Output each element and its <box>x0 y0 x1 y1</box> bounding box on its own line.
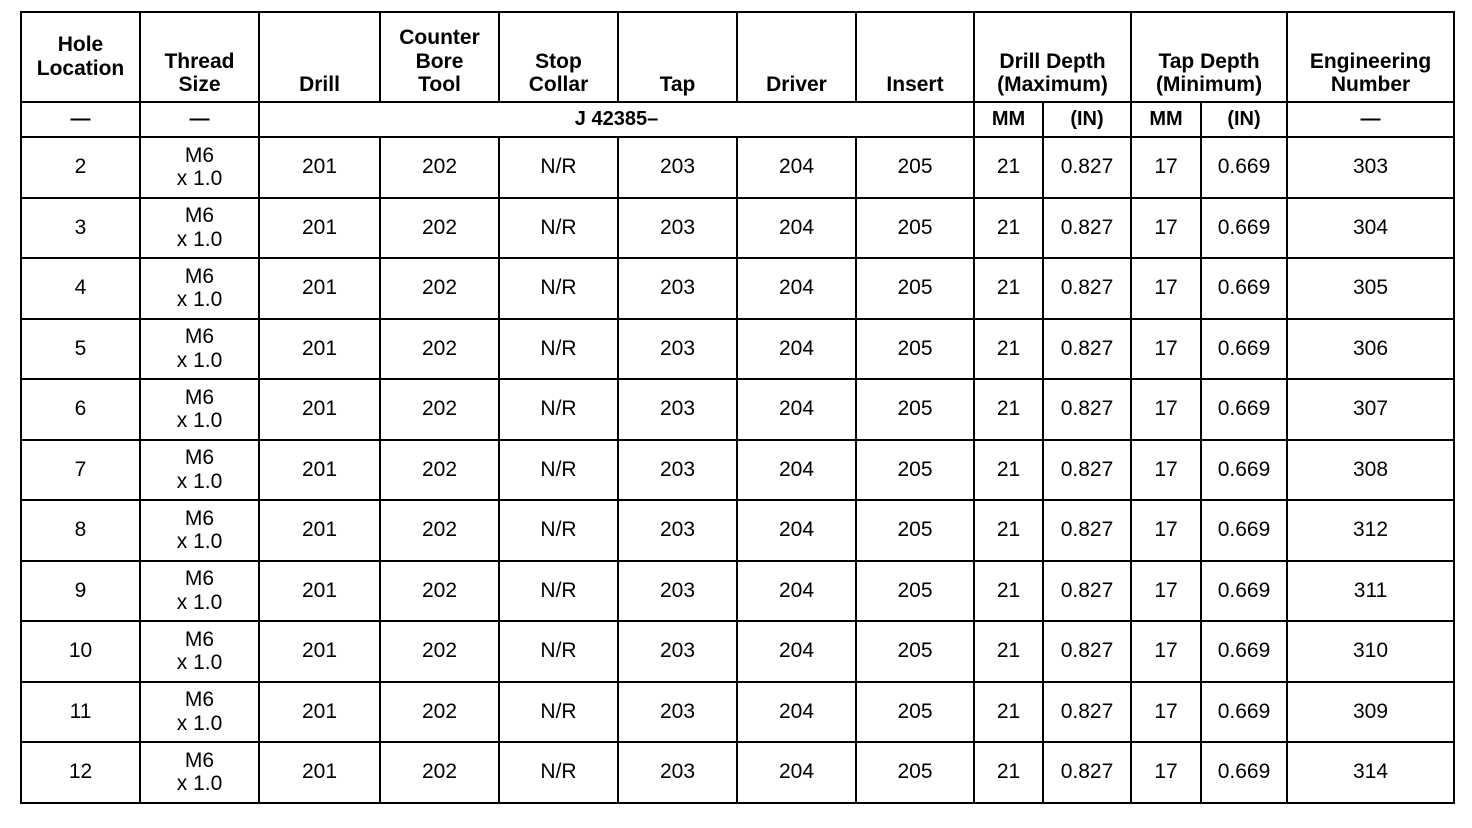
thread-size-metric: M6 <box>184 567 215 591</box>
cell-drill: 201 <box>259 319 380 380</box>
cell-thread-size <box>140 137 259 198</box>
cell-hole-location: 7 <box>21 440 140 501</box>
header-insert: Insert <box>856 12 974 102</box>
cell-tap-depth-in: 0.669 <box>1201 319 1287 380</box>
cell-tap-depth-mm: 17 <box>1131 379 1201 440</box>
cell-counter-bore-tool: 202 <box>380 198 499 259</box>
thread-size-metric: M6 <box>184 446 215 470</box>
cell-thread-size <box>140 500 259 561</box>
cell-drill: 201 <box>259 198 380 259</box>
cell-drill-depth-in: 0.827 <box>1043 621 1131 682</box>
cell-drill-depth-mm: 21 <box>974 198 1043 259</box>
cell-stop-collar: N/R <box>499 379 618 440</box>
cell-tap-depth-in: 0.669 <box>1201 258 1287 319</box>
cell-drill-depth-in: 0.827 <box>1043 319 1131 380</box>
table-row <box>21 137 1454 198</box>
cell-drill: 201 <box>259 561 380 622</box>
cell-drill-depth-mm: 21 <box>974 137 1043 198</box>
table-row <box>21 258 1454 319</box>
table-row <box>21 198 1454 259</box>
cell-tap-depth-in: 0.669 <box>1201 137 1287 198</box>
cell-hole-location: 10 <box>21 621 140 682</box>
cell-thread-size <box>140 440 259 501</box>
cell-hole-location: 3 <box>21 198 140 259</box>
cell-drill-depth-mm: 21 <box>974 258 1043 319</box>
cell-stop-collar: N/R <box>499 561 618 622</box>
cell-tap-depth-mm: 17 <box>1131 561 1201 622</box>
cell-driver: 204 <box>737 137 856 198</box>
cell-tap: 203 <box>618 198 737 259</box>
cell-stop-collar: N/R <box>499 319 618 380</box>
cell-drill: 201 <box>259 500 380 561</box>
subheader-hole-location: — <box>21 102 140 137</box>
cell-counter-bore-tool: 202 <box>380 621 499 682</box>
cell-drill-depth-mm: 21 <box>974 319 1043 380</box>
cell-drill-depth-in: 0.827 <box>1043 500 1131 561</box>
cell-driver: 204 <box>737 258 856 319</box>
cell-counter-bore-tool: 202 <box>380 500 499 561</box>
cell-tap-depth-in: 0.669 <box>1201 440 1287 501</box>
table-row <box>21 561 1454 622</box>
cell-stop-collar: N/R <box>499 440 618 501</box>
table-row <box>21 379 1454 440</box>
cell-stop-collar: N/R <box>499 742 618 803</box>
cell-insert: 205 <box>856 561 974 622</box>
cell-insert: 205 <box>856 319 974 380</box>
cell-driver: 204 <box>737 561 856 622</box>
header-engineering-number: Engineering Number <box>1287 12 1454 102</box>
cell-drill-depth-mm: 21 <box>974 561 1043 622</box>
cell-drill-depth-in: 0.827 <box>1043 258 1131 319</box>
cell-drill-depth-in: 0.827 <box>1043 440 1131 501</box>
subheader-tool-prefix: J 42385– <box>259 102 974 137</box>
table-row <box>21 742 1454 803</box>
header-tap: Tap <box>618 12 737 102</box>
thread-size-metric: M6 <box>184 688 215 712</box>
cell-drill-depth-mm: 21 <box>974 682 1043 743</box>
thread-size-pitch: x 1.0 <box>176 590 223 614</box>
cell-engineering-number: 305 <box>1287 258 1454 319</box>
thread-size-pitch: x 1.0 <box>176 409 223 433</box>
cell-tap: 203 <box>618 561 737 622</box>
cell-tap-depth-mm: 17 <box>1131 137 1201 198</box>
header-stop-collar: Stop Collar <box>499 12 618 102</box>
cell-counter-bore-tool: 202 <box>380 682 499 743</box>
thread-size-metric: M6 <box>184 264 215 288</box>
cell-tap-depth-in: 0.669 <box>1201 561 1287 622</box>
thread-size-pitch: x 1.0 <box>176 469 223 493</box>
cell-engineering-number: 304 <box>1287 198 1454 259</box>
cell-counter-bore-tool: 202 <box>380 440 499 501</box>
header-driver: Driver <box>737 12 856 102</box>
cell-tap-depth-in: 0.669 <box>1201 500 1287 561</box>
cell-tap-depth-mm: 17 <box>1131 198 1201 259</box>
cell-drill: 201 <box>259 742 380 803</box>
thread-size-metric: M6 <box>184 325 215 349</box>
cell-thread-size <box>140 682 259 743</box>
table-body <box>21 137 1454 803</box>
cell-counter-bore-tool: 202 <box>380 319 499 380</box>
tool-specification-table <box>20 11 1455 804</box>
thread-size-pitch: x 1.0 <box>176 348 223 372</box>
cell-tap-depth-in: 0.669 <box>1201 682 1287 743</box>
table-row <box>21 440 1454 501</box>
cell-drill-depth-in: 0.827 <box>1043 682 1131 743</box>
cell-hole-location: 5 <box>21 319 140 380</box>
cell-tap: 203 <box>618 319 737 380</box>
header-hole-location: Hole Location <box>21 12 140 102</box>
cell-insert: 205 <box>856 440 974 501</box>
cell-driver: 204 <box>737 621 856 682</box>
cell-tap: 203 <box>618 742 737 803</box>
cell-insert: 205 <box>856 500 974 561</box>
cell-drill-depth-mm: 21 <box>974 440 1043 501</box>
cell-drill-depth-mm: 21 <box>974 500 1043 561</box>
cell-tap-depth-mm: 17 <box>1131 621 1201 682</box>
cell-drill: 201 <box>259 258 380 319</box>
subheader-drill-in: (IN) <box>1043 102 1131 137</box>
cell-drill-depth-in: 0.827 <box>1043 379 1131 440</box>
cell-thread-size <box>140 258 259 319</box>
cell-drill: 201 <box>259 379 380 440</box>
cell-stop-collar: N/R <box>499 258 618 319</box>
cell-counter-bore-tool: 202 <box>380 258 499 319</box>
cell-engineering-number: 308 <box>1287 440 1454 501</box>
cell-thread-size <box>140 379 259 440</box>
cell-engineering-number: 307 <box>1287 379 1454 440</box>
cell-driver: 204 <box>737 440 856 501</box>
cell-tap-depth-in: 0.669 <box>1201 621 1287 682</box>
cell-driver: 204 <box>737 379 856 440</box>
cell-thread-size <box>140 561 259 622</box>
header-thread-size: Thread Size <box>140 12 259 102</box>
cell-tap-depth-mm: 17 <box>1131 500 1201 561</box>
cell-insert: 205 <box>856 379 974 440</box>
cell-hole-location: 4 <box>21 258 140 319</box>
cell-engineering-number: 312 <box>1287 500 1454 561</box>
cell-tap-depth-mm: 17 <box>1131 682 1201 743</box>
cell-engineering-number: 314 <box>1287 742 1454 803</box>
subheader-thread-size: — <box>140 102 259 137</box>
cell-tap-depth-mm: 17 <box>1131 258 1201 319</box>
subheader-engineering-number: — <box>1287 102 1454 137</box>
thread-size-metric: M6 <box>184 143 215 167</box>
cell-drill-depth-in: 0.827 <box>1043 742 1131 803</box>
thread-size-pitch: x 1.0 <box>176 167 223 191</box>
thread-size-pitch: x 1.0 <box>176 651 223 675</box>
cell-stop-collar: N/R <box>499 198 618 259</box>
cell-drill-depth-in: 0.827 <box>1043 561 1131 622</box>
cell-engineering-number: 303 <box>1287 137 1454 198</box>
cell-driver: 204 <box>737 500 856 561</box>
cell-engineering-number: 306 <box>1287 319 1454 380</box>
cell-drill-depth-mm: 21 <box>974 742 1043 803</box>
cell-hole-location: 9 <box>21 561 140 622</box>
cell-drill: 201 <box>259 137 380 198</box>
subheader-drill-mm: MM <box>974 102 1043 137</box>
cell-tap: 203 <box>618 500 737 561</box>
cell-engineering-number: 311 <box>1287 561 1454 622</box>
cell-insert: 205 <box>856 258 974 319</box>
cell-stop-collar: N/R <box>499 500 618 561</box>
cell-drill: 201 <box>259 440 380 501</box>
cell-tap: 203 <box>618 137 737 198</box>
cell-tap: 203 <box>618 440 737 501</box>
cell-tap: 203 <box>618 379 737 440</box>
cell-drill-depth-mm: 21 <box>974 621 1043 682</box>
cell-stop-collar: N/R <box>499 682 618 743</box>
header-drill-depth: Drill Depth (Maximum) <box>974 12 1131 102</box>
cell-hole-location: 6 <box>21 379 140 440</box>
header-drill: Drill <box>259 12 380 102</box>
cell-driver: 204 <box>737 742 856 803</box>
cell-drill-depth-in: 0.827 <box>1043 137 1131 198</box>
cell-insert: 205 <box>856 682 974 743</box>
cell-insert: 205 <box>856 137 974 198</box>
cell-tap: 203 <box>618 258 737 319</box>
cell-counter-bore-tool: 202 <box>380 742 499 803</box>
cell-counter-bore-tool: 202 <box>380 379 499 440</box>
cell-insert: 205 <box>856 621 974 682</box>
thread-size-metric: M6 <box>184 204 215 228</box>
thread-size-metric: M6 <box>184 748 215 772</box>
cell-tap-depth-mm: 17 <box>1131 319 1201 380</box>
table-row <box>21 682 1454 743</box>
cell-engineering-number: 310 <box>1287 621 1454 682</box>
cell-tap-depth-mm: 17 <box>1131 742 1201 803</box>
thread-size-metric: M6 <box>184 385 215 409</box>
cell-engineering-number: 309 <box>1287 682 1454 743</box>
cell-drill: 201 <box>259 682 380 743</box>
cell-insert: 205 <box>856 198 974 259</box>
thread-size-pitch: x 1.0 <box>176 711 223 735</box>
cell-stop-collar: N/R <box>499 137 618 198</box>
header-tap-depth: Tap Depth (Minimum) <box>1131 12 1287 102</box>
cell-tap-depth-in: 0.669 <box>1201 379 1287 440</box>
cell-hole-location: 2 <box>21 137 140 198</box>
thread-size-pitch: x 1.0 <box>176 530 223 554</box>
subheader-tap-mm: MM <box>1131 102 1201 137</box>
cell-tap: 203 <box>618 621 737 682</box>
cell-drill: 201 <box>259 621 380 682</box>
cell-drill-depth-mm: 21 <box>974 379 1043 440</box>
cell-driver: 204 <box>737 198 856 259</box>
subheader-row <box>21 102 1454 137</box>
thread-size-metric: M6 <box>184 506 215 530</box>
cell-driver: 204 <box>737 319 856 380</box>
cell-counter-bore-tool: 202 <box>380 561 499 622</box>
cell-tap: 203 <box>618 682 737 743</box>
cell-thread-size <box>140 198 259 259</box>
cell-tap-depth-in: 0.669 <box>1201 742 1287 803</box>
cell-hole-location: 8 <box>21 500 140 561</box>
table-row <box>21 621 1454 682</box>
cell-tap-depth-mm: 17 <box>1131 440 1201 501</box>
thread-size-pitch: x 1.0 <box>176 288 223 312</box>
cell-thread-size <box>140 319 259 380</box>
cell-hole-location: 12 <box>21 742 140 803</box>
cell-stop-collar: N/R <box>499 621 618 682</box>
table-row <box>21 319 1454 380</box>
cell-insert: 205 <box>856 742 974 803</box>
cell-thread-size <box>140 621 259 682</box>
cell-tap-depth-in: 0.669 <box>1201 198 1287 259</box>
cell-hole-location: 11 <box>21 682 140 743</box>
thread-size-pitch: x 1.0 <box>176 772 223 796</box>
thread-size-pitch: x 1.0 <box>176 227 223 251</box>
subheader-tap-in: (IN) <box>1201 102 1287 137</box>
cell-drill-depth-in: 0.827 <box>1043 198 1131 259</box>
thread-size-metric: M6 <box>184 627 215 651</box>
cell-thread-size <box>140 742 259 803</box>
header-row <box>21 12 1454 102</box>
header-counter-bore-tool: Counter Bore Tool <box>380 12 499 102</box>
cell-driver: 204 <box>737 682 856 743</box>
cell-counter-bore-tool: 202 <box>380 137 499 198</box>
table-row <box>21 500 1454 561</box>
